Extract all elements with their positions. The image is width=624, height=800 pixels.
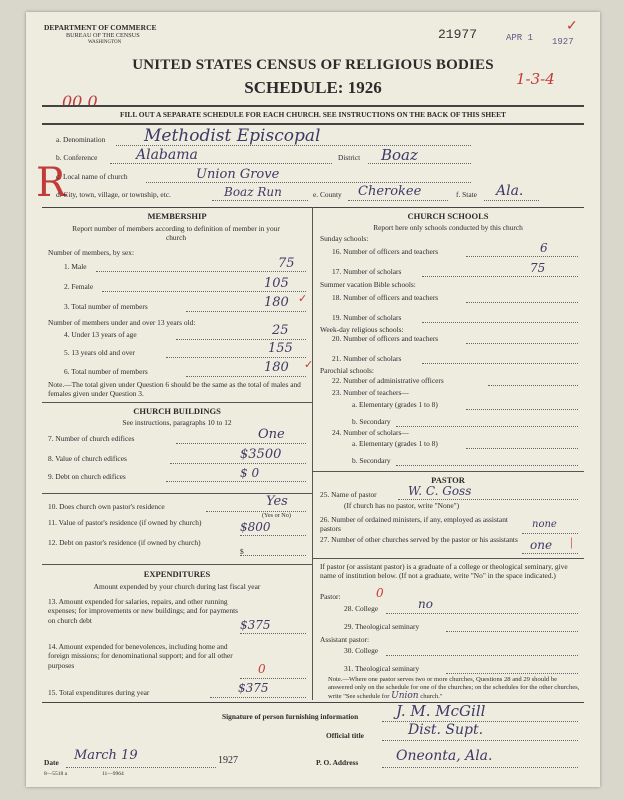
total2-value: 180 bbox=[264, 360, 289, 375]
q25-label: 25. Name of pastor bbox=[320, 490, 377, 499]
q24b-label: b. Secondary bbox=[352, 456, 391, 465]
q13-label: 13. Amount expended for salaries, repairs, and other running expenses; for improvements or new buildings; and for payments on church debt bbox=[48, 597, 239, 625]
date-label: Date bbox=[44, 758, 59, 767]
city-label: WASHINGTON bbox=[88, 40, 122, 45]
state-value: Ala. bbox=[496, 183, 524, 199]
state-label: f. State bbox=[456, 190, 477, 199]
expenditures-subtitle: Amount expended by your church during last fiscal year bbox=[93, 582, 261, 591]
q16-label: 16. Number of officers and teachers bbox=[332, 247, 439, 256]
pastor-note bbox=[328, 676, 582, 701]
under-13-label: 4. Under 13 years of age bbox=[64, 330, 137, 339]
bureau-label: BUREAU OF THE CENSUS bbox=[66, 32, 140, 39]
buildings-title: CHURCH BUILDINGS bbox=[133, 406, 221, 416]
schools-subtitle: Report here only schools conducted by this church bbox=[373, 223, 523, 232]
q17-value: 75 bbox=[530, 261, 546, 275]
conference-value: Alabama bbox=[136, 147, 198, 163]
q21-label: 21. Number of scholars bbox=[332, 354, 402, 363]
q11-value: $800 bbox=[240, 520, 271, 534]
q29-label: 29. Theological seminary bbox=[344, 622, 420, 631]
q12-label: 12. Debt on pastor's residence (if owned by church) bbox=[48, 538, 201, 547]
q9-label: 9. Debt on church edifices bbox=[48, 472, 126, 481]
q14-value: 0 bbox=[258, 662, 266, 676]
q23a-label: a. Elementary (grades 1 to 8) bbox=[352, 400, 438, 409]
red-code-note: 1-3-4 bbox=[516, 70, 555, 88]
form-title: UNITED STATES CENSUS OF RELIGIOUS BODIES bbox=[132, 57, 494, 73]
pastor-red-mark: 0 bbox=[376, 586, 384, 600]
q10-value: Yes bbox=[266, 494, 288, 509]
weekday-label: Week-day religious schools: bbox=[320, 325, 404, 334]
over-13-value: 155 bbox=[268, 341, 293, 356]
q25-hint: (If church has no pastor, write "None") bbox=[344, 501, 460, 510]
buildings-subtitle: See instructions, paragraphs 10 to 12 bbox=[122, 418, 232, 427]
local-name-label: c. Local name of church bbox=[56, 172, 128, 181]
q9-value: $ 0 bbox=[240, 466, 260, 480]
check-mark: ✓ bbox=[566, 19, 578, 34]
census-form-page bbox=[26, 12, 600, 787]
q15-value: $375 bbox=[238, 681, 269, 695]
female-value: 105 bbox=[264, 276, 289, 291]
q17-label: 17. Number of scholars bbox=[332, 267, 402, 276]
signature-label: Signature of person furnishing information bbox=[222, 712, 359, 721]
q22-label: 22. Number of administrative officers bbox=[332, 376, 444, 385]
female-label: 2. Female bbox=[64, 282, 94, 291]
q28-label: 28. College bbox=[344, 604, 379, 613]
total-label: 3. Total number of members bbox=[64, 302, 148, 311]
q7-label: 7. Number of church edifices bbox=[48, 434, 135, 443]
over-13-label: 5. 13 years old and over bbox=[64, 348, 136, 357]
q10-hint: (Yes or No) bbox=[262, 512, 291, 519]
denomination-label: a. Denomination bbox=[56, 135, 106, 144]
q27-red-mark: | bbox=[570, 534, 573, 549]
q14-label: 14. Amount expended for benevolences, including home and foreign missions; for denominational support; and for all other purposes bbox=[48, 642, 233, 670]
schools-title: CHURCH SCHOOLS bbox=[407, 211, 489, 221]
q23-label: 23. Number of teachers— bbox=[332, 388, 409, 397]
q13-value: $375 bbox=[240, 618, 271, 632]
total-check: ✓ bbox=[298, 293, 308, 305]
print-code: 11—9964 bbox=[102, 771, 124, 777]
total2-label: 6. Total number of members bbox=[64, 367, 148, 376]
official-title-label: Official title bbox=[326, 731, 364, 740]
po-address-value: Oneonta, Ala. bbox=[396, 748, 493, 764]
pastor-note-end: church." bbox=[420, 693, 443, 700]
instructions-line: FILL OUT A SEPARATE SCHEDULE FOR EACH CHURCH. SEE INSTRUCTIONS ON THE BACK OF THIS SHEET bbox=[120, 110, 506, 119]
assistant-label: Assistant pastor: bbox=[320, 635, 370, 644]
denomination-value: Methodist Episcopal bbox=[144, 126, 321, 146]
total2-check: ✓ bbox=[304, 359, 314, 371]
q18-label: 18. Number of officers and teachers bbox=[332, 293, 439, 302]
q27-value: one bbox=[530, 538, 553, 552]
conference-label: b. Conference bbox=[56, 153, 98, 162]
pastor-sub-label: Pastor: bbox=[320, 592, 341, 601]
local-name-value: Union Grove bbox=[196, 167, 280, 182]
pastor-note-text: Note.—Where one pastor serves two or more churches, Questions 28 and 29 should be answered only on the schedule for one of the churches; on the schedules for the other churches, write "See schedule for bbox=[328, 676, 580, 700]
membership-title: MEMBERSHIP bbox=[147, 211, 207, 221]
date-year: 1927 bbox=[218, 755, 238, 766]
q12-value: $ bbox=[240, 547, 244, 556]
q11-label: 11. Value of pastor's residence (if owned by church) bbox=[48, 518, 202, 527]
q31-label: 31. Theological seminary bbox=[344, 664, 420, 673]
form-code: 8—5518 a bbox=[44, 771, 68, 777]
q27-label: 27. Number of other churches served by the pastor or his assistants bbox=[320, 535, 518, 544]
city-town-value: Boaz Run bbox=[224, 185, 282, 199]
signature-value: J. M. McGill bbox=[396, 702, 486, 720]
date-value: March 19 bbox=[74, 748, 138, 763]
form-number: 21977 bbox=[438, 27, 478, 42]
q15-label: 15. Total expenditures during year bbox=[48, 688, 150, 697]
district-value: Boaz bbox=[381, 146, 418, 164]
r-mark: R bbox=[36, 160, 67, 206]
city-town-label: d. City, town, village, or township, etc. bbox=[56, 190, 171, 199]
q24a-label: a. Elementary (grades 1 to 8) bbox=[352, 439, 438, 448]
total-value: 180 bbox=[264, 295, 289, 310]
parochial-label: Parochial schools: bbox=[320, 366, 374, 375]
sunday-label: Sunday schools: bbox=[320, 234, 369, 243]
q26-label: 26. Number of ordained ministers, if any, employed as assistant pastors bbox=[320, 515, 508, 533]
official-title-value: Dist. Supt. bbox=[408, 722, 484, 738]
graduate-note: If pastor (or assistant pastor) is a graduate of a college or theological seminary, give name of institution below. (If not a graduate, write "No" in the space indicated.) bbox=[320, 562, 568, 580]
red-mark: 00 0 bbox=[62, 92, 98, 111]
q28-value: no bbox=[418, 597, 433, 611]
q8-value: $3500 bbox=[240, 447, 282, 462]
male-value: 75 bbox=[278, 256, 295, 271]
county-label: e. County bbox=[313, 190, 342, 199]
q30-label: 30. College bbox=[344, 646, 379, 655]
date-stamp: APR 1 bbox=[506, 33, 534, 43]
q23b-label: b. Secondary bbox=[352, 417, 391, 426]
year-stamp: 1927 bbox=[552, 37, 574, 47]
dept-label: DEPARTMENT OF COMMERCE bbox=[44, 23, 157, 32]
q26-value: none bbox=[532, 519, 557, 530]
q8-label: 8. Value of church edifices bbox=[48, 454, 127, 463]
age-intro: Number of members under and over 13 years old: bbox=[48, 318, 196, 327]
membership-note: Note.—The total given under Question 6 should be the same as the total of males and females given under Question 3. bbox=[48, 380, 301, 398]
q24-label: 24. Number of scholars— bbox=[332, 428, 409, 437]
q20-label: 20. Number of officers and teachers bbox=[332, 334, 439, 343]
pastor-note-value: Union bbox=[391, 691, 419, 701]
q10-label: 10. Does church own pastor's residence bbox=[48, 502, 165, 511]
male-label: 1. Male bbox=[64, 262, 87, 271]
q16-value: 6 bbox=[540, 241, 548, 255]
by-sex-label: Number of members, by sex: bbox=[48, 248, 134, 257]
schedule-title: SCHEDULE: 1926 bbox=[244, 78, 382, 97]
q25-value: W. C. Goss bbox=[408, 484, 472, 498]
summer-label: Summer vacation Bible schools: bbox=[320, 280, 416, 289]
county-value: Cherokee bbox=[358, 184, 422, 199]
membership-intro: Report number of members according to definition of member in your church bbox=[72, 224, 280, 242]
under-13-value: 25 bbox=[272, 323, 289, 338]
q19-label: 19. Number of scholars bbox=[332, 313, 402, 322]
expenditures-title: EXPENDITURES bbox=[143, 569, 211, 579]
pastor-title: PASTOR bbox=[431, 475, 465, 485]
district-label: District bbox=[338, 153, 361, 162]
q7-value: One bbox=[258, 427, 285, 442]
po-address-label: P. O. Address bbox=[316, 758, 359, 767]
